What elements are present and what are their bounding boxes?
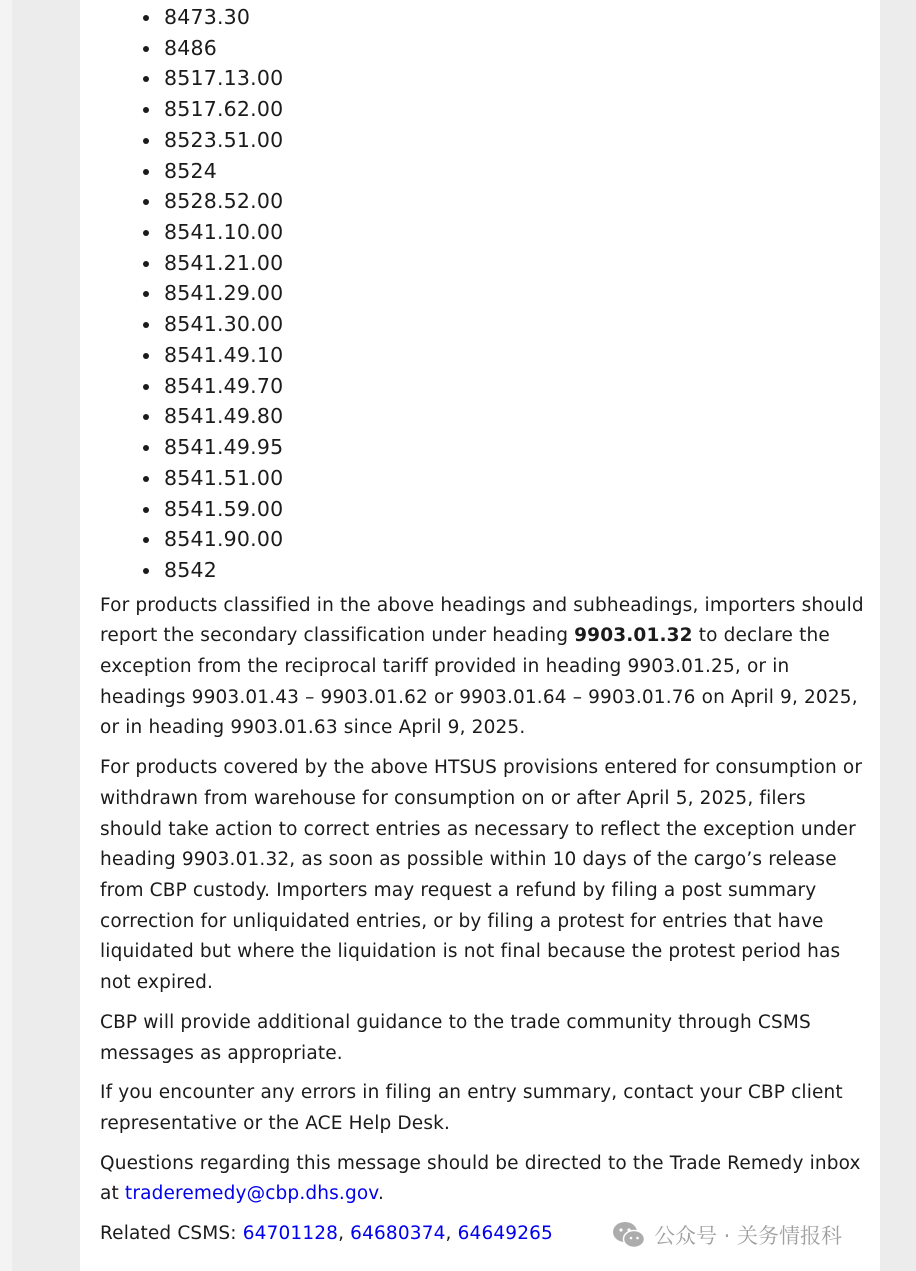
page-margin	[0, 0, 12, 1271]
hts-code-item: 8542	[100, 555, 870, 586]
paragraph-questions	[100, 1149, 870, 1210]
wechat-icon	[612, 1220, 646, 1250]
hts-code-item: 8541.51.00	[100, 463, 870, 494]
hts-code-item: 8541.49.95	[100, 432, 870, 463]
hts-code-item: 8486	[100, 33, 870, 64]
hts-code-item: 8517.13.00	[100, 63, 870, 94]
hts-code-item: 8473.30	[100, 2, 870, 33]
paragraph-filing-errors: If you encounter any errors in filing an entry summary, contact your CBP client representative or the ACE Help Desk.	[100, 1082, 843, 1134]
paragraph-correct-entries: For products covered by the above HTSUS provisions entered for consumption or withdrawn from warehouse for consumption on or after April 5, 2025, filers should take action to correct entries as necessary to reflect the exception under heading 9903.01.32, as soon as possible within 10 days of the cargo’s release from CBP custody. Importers may request a refund by filing a post summary correction for unliquidated entries, or by filing a protest for entries that have liquidated but where the liquidation is not final because the protest period has not expired.	[100, 757, 863, 994]
related-csms-label: Related CSMS:	[100, 1223, 243, 1245]
hts-code-item: 8541.49.10	[100, 340, 870, 371]
heading-9903-01-32: 9903.01.32	[574, 625, 693, 647]
separator: ,	[338, 1223, 351, 1245]
hts-code-item: 8541.90.00	[100, 524, 870, 555]
paragraph-secondary-classification	[100, 591, 870, 745]
hts-code-item: 8524	[100, 156, 870, 187]
hts-code-item: 8541.21.00	[100, 248, 870, 279]
hts-code-item: 8541.30.00	[100, 309, 870, 340]
questions-period: .	[377, 1183, 384, 1205]
hts-code-item: 8517.62.00	[100, 94, 870, 125]
email-link[interactable]: traderemedy@cbp.dhs.gov	[124, 1183, 378, 1205]
hts-code-list	[100, 2, 870, 586]
message-body	[100, 0, 870, 1250]
para1-text-end: to declare the exception from the reciprocal tariff provided in heading 9903.01.25, or in headings 9903.01.43 – 9903.01.62 or 9903.01.64 – 9903.01.76 on April 9, 2025, or in heading 9903.01.63 since April 9, 2025.	[100, 625, 858, 739]
wechat-watermark	[612, 1219, 842, 1251]
separator: ,	[445, 1223, 458, 1245]
hts-code-item: 8523.51.00	[100, 125, 870, 156]
csms-link-64680374[interactable]: 64680374	[350, 1223, 446, 1245]
hts-code-item: 8541.49.70	[100, 371, 870, 402]
para1-text-start: For products classified in the above headings and subheadings, importers should report the secondary classification under heading	[100, 594, 864, 647]
hts-code-item: 8541.49.80	[100, 401, 870, 432]
document-page	[80, 0, 880, 1271]
hts-code-item: 8541.59.00	[100, 494, 870, 525]
csms-link-64701128[interactable]: 64701128	[242, 1223, 339, 1245]
questions-text: Questions regarding this message should be directed to the Trade Remedy inbox at	[100, 1152, 861, 1205]
csms-link-64649265[interactable]: 64649265	[457, 1223, 553, 1245]
hts-code-item: 8541.10.00	[100, 217, 870, 248]
watermark-text: 公众号 · 关务情报科	[654, 1224, 843, 1248]
hts-code-item: 8528.52.00	[100, 186, 870, 217]
hts-code-item: 8541.29.00	[100, 278, 870, 309]
paragraph-additional-guidance: CBP will provide additional guidance to the trade community through CSMS messages as appropriate.	[100, 1011, 811, 1064]
